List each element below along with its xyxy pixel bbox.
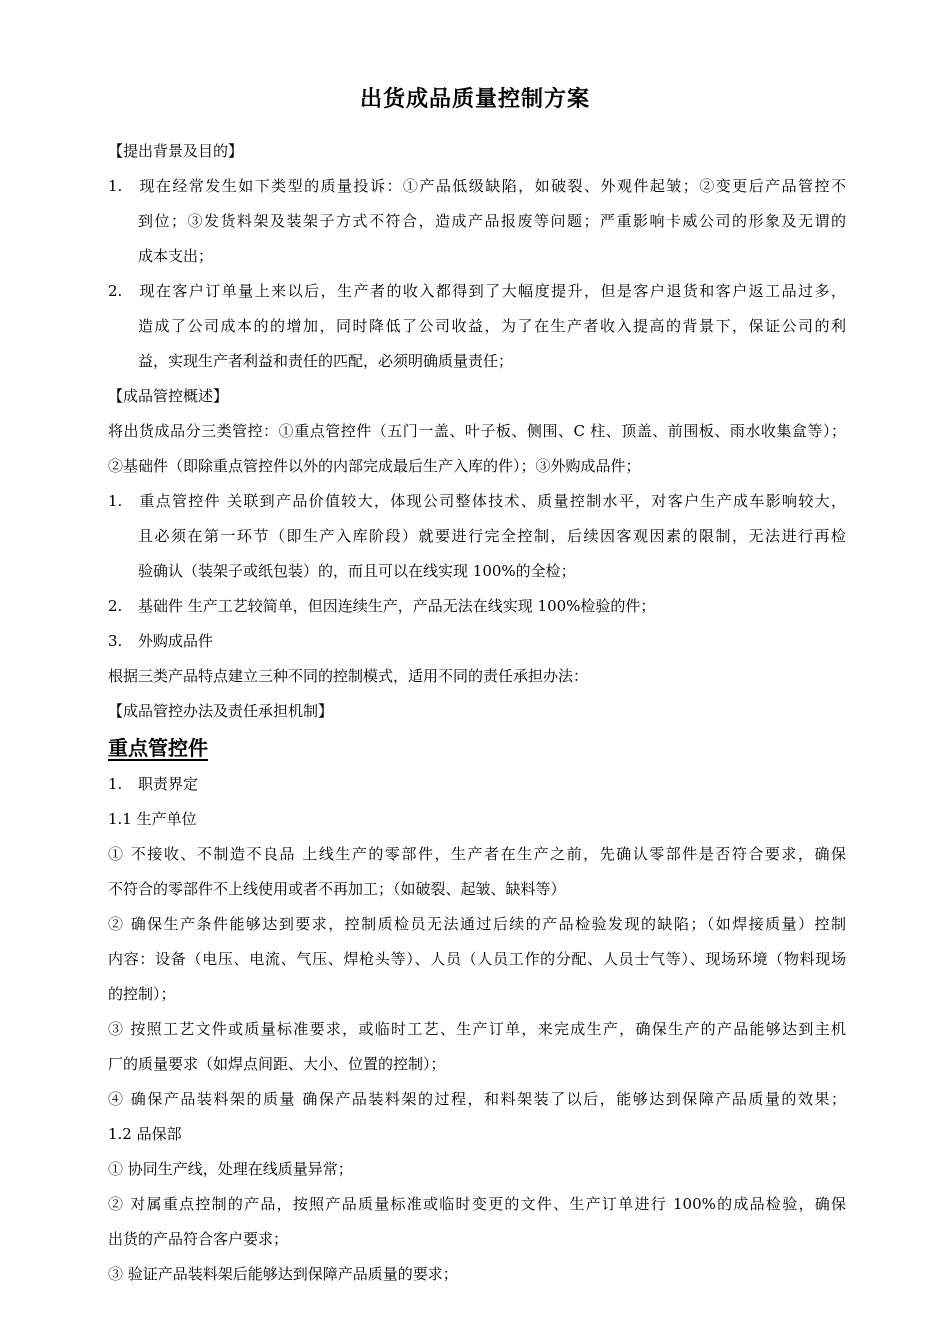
list-text: 现在经常发生如下类型的质量投诉：①产品低级缺陷，如破裂、外观件起皱；②变更后产品管控不 bbox=[138, 177, 846, 195]
production-point-1-line-1: ① 不接收、不制造不良品 上线生产的零部件，生产者在生产之前，先确认零部件是否符合要求，确保 bbox=[108, 845, 846, 863]
list-number: 1. bbox=[108, 177, 123, 195]
list-text: 现在客户订单量上来以后，生产者的收入都得到了大幅度提升，但是客户退货和客户返工品过多， bbox=[138, 282, 846, 300]
list-item-1-line-2: 到位；③发货料架及装架子方式不符合，造成产品报废等问题；严重影响卡威公司的形象及无谓的 bbox=[138, 212, 846, 230]
production-point-2-line-3: 的控制）； bbox=[108, 985, 176, 1003]
subheading-key-parts: 重点管控件 bbox=[108, 736, 208, 760]
overview-item-3 bbox=[108, 624, 846, 659]
list-text: 职责界定 bbox=[138, 775, 199, 793]
document-title: 出货成品质量控制方案 bbox=[359, 86, 590, 112]
qa-point-3: ③ 验证产品装料架后能够达到保障产品质量的要求； bbox=[108, 1265, 458, 1283]
production-point-3-line-1: ③ 按照工艺文件或质量标准要求，或临时工艺、生产订单，来完成生产，确保生产的产品能够达到主机 bbox=[108, 1020, 846, 1038]
section-heading-overview: 【成品管控概述】 bbox=[108, 387, 229, 405]
duty-definition-item bbox=[108, 767, 846, 802]
list-number: 1. bbox=[108, 775, 123, 793]
overview-item-1-line-2: 且必须在第一环节（即生产入库阶段）就要进行完全控制，后续因客观因素的限制，无法进行再检 bbox=[138, 527, 846, 545]
qa-point-1: ① 协同生产线，处理在线质量异常； bbox=[108, 1160, 353, 1178]
overview-item-2 bbox=[108, 589, 846, 624]
production-point-1-line-2: 不符合的零部件不上线使用或者不再加工；（如破裂、起皱、缺料等） bbox=[108, 880, 566, 898]
production-point-4: ④ 确保产品装料架的质量 确保产品装料架的过程，和料架装了以后，能够达到保障产品质量的效果； bbox=[108, 1090, 846, 1108]
list-text: 基础件 生产工艺较简单，但因连续生产，产品无法在线实现 100%检验的件； bbox=[138, 597, 656, 615]
list-text: 重点管控件 关联到产品价值较大，体现公司整体技术、质量控制水平，对客户生产成车影响较大， bbox=[138, 492, 846, 510]
list-text: 外购成品件 bbox=[138, 632, 214, 650]
list-number: 3. bbox=[108, 632, 123, 650]
qa-point-2-line-2: 出货的产品符合客户要求； bbox=[108, 1230, 289, 1248]
list-number: 2. bbox=[108, 282, 123, 300]
overview-item-1-line-1 bbox=[108, 484, 846, 519]
overview-summary: 根据三类产品特点建立三种不同的控制模式，适用不同的责任承担办法： bbox=[108, 667, 589, 685]
overview-intro-line-1: 将出货成品分三类管控：①重点管控件（五门一盖、叶子板、侧围、C 柱、顶盖、前围板、雨水收集盒等）； bbox=[108, 422, 846, 440]
list-item-2-line-3: 益，实现生产者利益和责任的匹配，必须明确质量责任； bbox=[138, 352, 514, 370]
section-heading-mechanism: 【成品管控办法及责任承担机制】 bbox=[108, 702, 334, 720]
document-body bbox=[108, 134, 846, 1292]
list-item-2-line-1 bbox=[108, 274, 846, 309]
list-item-2-line-2: 造成了公司成本的的增加，同时降低了公司收益，为了在生产者收入提高的背景下，保证公司的利 bbox=[138, 317, 846, 335]
production-point-2-line-1: ② 确保生产条件能够达到要求，控制质检员无法通过后续的产品检验发现的缺陷；（如焊接质量）控制 bbox=[108, 915, 846, 933]
subsection-quality-assurance: 1.2 品保部 bbox=[108, 1125, 182, 1143]
qa-point-2-line-1: ② 对属重点控制的产品，按照产品质量标准或临时变更的文件、生产订单进行 100%的成品检验，确保 bbox=[108, 1195, 846, 1213]
overview-intro-line-2: ②基础件（即除重点管控件以外的内部完成最后生产入库的件）；③外购成品件； bbox=[108, 457, 641, 475]
section-heading-background: 【提出背景及目的】 bbox=[108, 142, 244, 160]
list-number: 1. bbox=[108, 492, 123, 510]
list-item-1-line-3: 成本支出； bbox=[138, 247, 214, 265]
production-point-3-line-2: 厂的质量要求（如焊点间距、大小、位置的控制）； bbox=[108, 1055, 446, 1073]
list-item-1-line-1 bbox=[108, 169, 846, 204]
overview-item-1-line-3: 验确认（装架子或纸包装）的，而且可以在线实现 100%的全检； bbox=[138, 562, 576, 580]
list-number: 2. bbox=[108, 597, 123, 615]
production-point-2-line-2: 内容：设备（电压、电流、气压、焊枪头等）、人员（人员工作的分配、人员士气等）、现场环境（物料现场 bbox=[108, 950, 846, 968]
subsection-production-unit: 1.1 生产单位 bbox=[108, 810, 197, 828]
